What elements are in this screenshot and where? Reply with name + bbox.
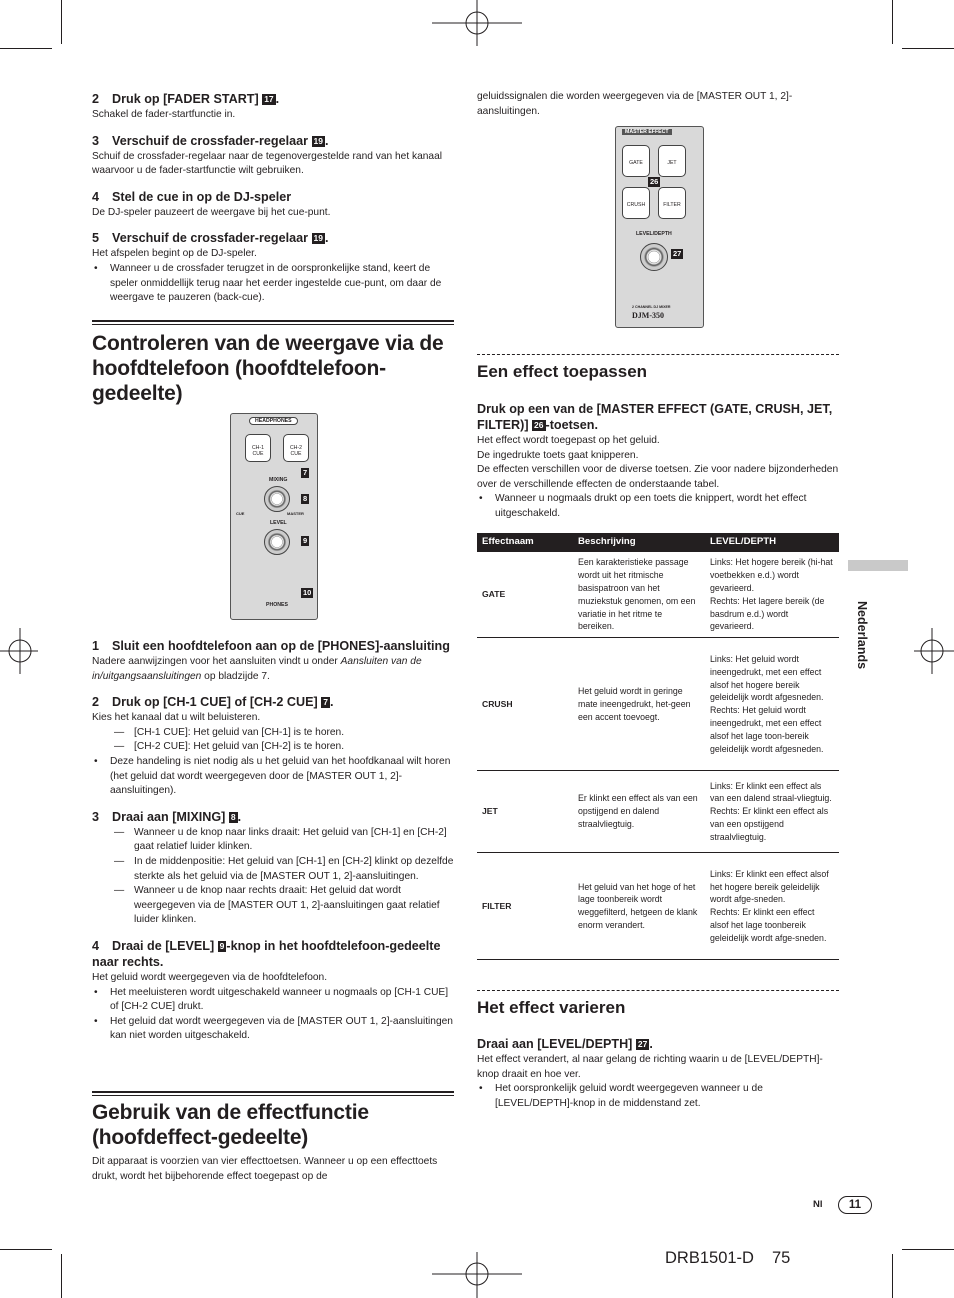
model-caption: 2 CHANNEL DJ MIXER xyxy=(632,305,671,309)
crop-mark xyxy=(892,1254,893,1298)
callout-badge: 8 xyxy=(303,494,308,503)
bullet-item: • Deze handeling is niet nodig als u het geluid van het hoofdkanaal wilt horen (het geluid dat wordt weergegeven door de [MASTER OUT 1, 2]-aansluitingen). xyxy=(92,755,454,799)
step-heading: 1 Sluit een hoofdtelefoon aan op de [PHONES]-aansluiting xyxy=(92,639,450,653)
doc-page: 75 xyxy=(772,1249,791,1267)
crop-mark xyxy=(902,48,954,49)
mixing-knob xyxy=(264,486,290,512)
bullet-item: • Wanneer u nogmaals drukt op een toets die knippert, wordt het effect uitgeschakeld. xyxy=(477,492,839,521)
step-heading: 5 Verschuif de crossfader-regelaar 19 . xyxy=(92,231,329,246)
table-row xyxy=(477,771,839,853)
apply-effect-title: Een effect toepassen xyxy=(477,362,648,381)
level-depth-label: LEVEL/DEPTH xyxy=(636,231,672,237)
step-heading: Draai aan [LEVEL/DEPTH] 27 . xyxy=(477,1037,653,1051)
effect-level-depth: Links: Er klinkt een effect alsof het hogere bereik geleidelijk wordt afge-sneden. Rechts: Er klinkt een effect alsof het lage toonbereik geleidelijk wordt afge-sneden. xyxy=(705,853,839,960)
callout-badge: 9 xyxy=(303,536,308,545)
model-name: DJM-350 xyxy=(632,311,664,320)
ch1-cue-button: CH-1 CUE xyxy=(245,434,271,462)
effect-description: Een karakteristieke passage wordt uit het ritmische basispatroon van het muziekstuk genomen, om een variatie in het ritme te bereiken. xyxy=(573,552,705,638)
step-heading: 2 Druk op [FADER START] 17 . xyxy=(92,92,280,106)
phones-label: PHONES xyxy=(266,602,288,608)
dash-item: — Wanneer u de knop naar links draait: Het geluid van [CH-1] en [CH-2] gaat relatief luider klinken. xyxy=(92,826,454,855)
callout-badge: 7 xyxy=(303,468,308,477)
step-heading: 3 Draai aan [MIXING] 8 . xyxy=(92,809,242,824)
jet-button: JET xyxy=(658,145,686,177)
step-heading: 2 Druk op [CH-1 CUE] of [CH-2 CUE] 7 . xyxy=(92,695,334,710)
section-body: Dit apparaat is voorzien van vier effecttoetsen. Wanneer u op een effecttoets drukt, wordt het bijbehorende effect toegepast op de xyxy=(92,1156,438,1182)
registration-mark-left xyxy=(0,626,40,676)
dotted-rule xyxy=(477,990,839,991)
step-body: Schakel de fader-startfunctie in. xyxy=(92,109,236,120)
column-header: Beschrijving xyxy=(573,533,705,552)
effects-table xyxy=(477,533,839,960)
callout-badge: 10 xyxy=(303,588,312,597)
step-body: Het effect verandert, al naar gelang de richting waarin u de [LEVEL/DEPTH]-knop draait en hoe ver. xyxy=(477,1054,823,1080)
registration-mark-bottom xyxy=(430,1252,526,1298)
level-label: LEVEL xyxy=(270,520,287,526)
table-header-row xyxy=(477,533,839,552)
bullet-item: • Wanneer u de crossfader terugzet in de oorspronkelijke stand, keert de speler onmiddellijk terug naar het eerder ingestelde cue-punt, om daar de weergave te pauzeren (back-cue). xyxy=(92,262,454,306)
vary-effect-section xyxy=(477,1036,839,1111)
step-body: De DJ-speler pauzeert de weergave bij het cue-punt. xyxy=(92,206,331,218)
effect-description: Het geluid van het hoge of het lage toonbereik wordt weggefilterd, hetgeen de klank enorm verandert. xyxy=(573,853,705,960)
effect-name: FILTER xyxy=(477,853,573,960)
step-body: Schuif de crossfader-regelaar naar de tegenovergestelde rand van het kanaal waarvoor u de fader-startfunctie wilt gebruiken. xyxy=(92,150,442,177)
footer-lang-code: Nl xyxy=(813,1199,823,1210)
step-body: Het effect wordt toegepast op het geluid. xyxy=(477,435,660,446)
ch2-cue-button: CH-2 CUE xyxy=(283,434,309,462)
bullet-item: • Het oorspronkelijk geluid wordt weergegeven wanneer u de [LEVEL/DEPTH]-knop in de middenstand zet. xyxy=(477,1082,839,1111)
crop-mark xyxy=(892,0,893,44)
headphones-panel-illustration xyxy=(230,413,318,620)
effect-level-depth: Links: Het geluid wordt ineengedrukt, met een effect alsof het hogere bereik geleidelijk wordt afgesneden. Rechts: Het geluid wordt ineengedrukt, met een effect alsof het lage toon-bereik geleidelijk wordt afgesneden. xyxy=(705,638,839,771)
language-label: Nederlands xyxy=(855,601,869,670)
effect-level-depth: Links: Er klinkt een effect als van een dalend straal-vliegtuig. Rechts: Er klinkt een effect als van een opstijgend straalvliegtuig. xyxy=(705,771,839,853)
callout-badge: 26 xyxy=(650,177,659,186)
table-row xyxy=(477,552,839,638)
mixing-label: MIXING xyxy=(269,477,288,483)
language-tab xyxy=(848,560,908,571)
left-column xyxy=(92,91,454,306)
step-heading: 3 Verschuif de crossfader-regelaar 19 . xyxy=(92,133,329,148)
registration-mark-top xyxy=(430,0,526,48)
dash-item: — [CH-1 CUE]: Het geluid van [CH-1] is te horen. xyxy=(92,726,454,741)
crop-mark xyxy=(61,0,62,44)
crush-button: CRUSH xyxy=(622,187,650,219)
section-rule xyxy=(92,320,454,325)
effect-level-depth: Links: Het hogere bereik (hi-hat voetbekken e.d.) wordt gevarieerd. Rechts: Het lagere bereik (de basdrum e.d.) wordt gevarieerd. xyxy=(705,552,839,638)
master-label: MASTER xyxy=(287,511,304,516)
table-row xyxy=(477,853,839,960)
dotted-rule xyxy=(477,354,839,355)
step-body: Nadere aanwijzingen voor het aansluiten vindt u onder Aansluiten van de in/uitgangsaansluitingen op bladzijde 7. xyxy=(92,656,422,682)
level-depth-knob xyxy=(640,243,668,271)
vary-effect-title: Het effect varieren xyxy=(477,998,626,1017)
language-tab-label xyxy=(852,601,872,674)
doc-code: DRB1501-D xyxy=(665,1249,754,1267)
step-heading: Druk op een van de [MASTER EFFECT (GATE, CRUSH, JET, FILTER)] 26 -toetsen. xyxy=(477,402,833,432)
step-body: De ingedrukte toets gaat knipperen. xyxy=(477,449,639,461)
step-body: Het afspelen begint op de DJ-speler. xyxy=(92,248,257,260)
bullet-item: • Het geluid dat wordt weergegeven via de [MASTER OUT 1, 2]-aansluitingen kan niet worden uitgeschakeld. xyxy=(92,1015,454,1044)
gate-button: GATE xyxy=(622,145,650,177)
panel-label: HEADPHONES xyxy=(249,417,298,425)
dash-item: — In de middenpositie: Het geluid van [CH-1] en [CH-2] klinkt op dezelfde sterkte als het geluid via de [MASTER OUT 1, 2]-aansluitingen. xyxy=(92,855,454,884)
panel-label: MASTER EFFECT xyxy=(622,129,672,135)
left-column-headphone-steps xyxy=(92,638,454,1044)
dash-item: — Wanneer u de knop naar rechts draait: Het geluid dat wordt weergegeven via de [MASTER OUT 1, 2]-aansluitingen gaat relatief luider klinken. xyxy=(92,884,454,928)
effect-name: GATE xyxy=(477,552,573,638)
cue-label: CUE xyxy=(236,511,245,516)
effect-name: JET xyxy=(477,771,573,853)
crop-mark xyxy=(0,48,52,49)
section-title-headphones: Controleren van de weergave via de hoofdtelefoon (hoofdtelefoon-gedeelte) xyxy=(92,332,444,405)
level-knob xyxy=(264,529,290,555)
footer-page-number: 11 xyxy=(838,1196,872,1214)
crop-mark xyxy=(902,1249,954,1250)
effect-description: Het geluid wordt in geringe mate ineengedrukt, het-geen een accent toevoegt. xyxy=(573,638,705,771)
bullet-item: • Het meeluisteren wordt uitgeschakeld wanneer u nogmaals op [CH-1 CUE] of [CH-2 CUE] drukt. xyxy=(92,986,454,1015)
filter-button: FILTER xyxy=(658,187,686,219)
step-heading: 4 Stel de cue in op de DJ-speler xyxy=(92,189,292,204)
dash-item: — [CH-2 CUE]: Het geluid van [CH-2] is te horen. xyxy=(92,740,454,755)
column-header: LEVEL/DEPTH xyxy=(705,533,839,552)
section-title-effects: Gebruik van de effectfunctie (hoofdeffect-gedeelte) xyxy=(92,1101,369,1149)
registration-mark-right xyxy=(910,626,954,676)
step-heading: 4 Draai de [LEVEL] 9 -knop in het hoofdtelefoon-gedeelte naar rechts. xyxy=(92,938,441,969)
effect-name: CRUSH xyxy=(477,638,573,771)
table-row xyxy=(477,638,839,771)
step-body: De effecten verschillen voor de diverse toetsen. Zie voor nadere bijzonderheden over de verschillende effecten de onderstaande tabel. xyxy=(477,464,839,490)
column-header: Effectnaam xyxy=(477,533,573,552)
step-body: Kies het kanaal dat u wilt beluisteren. xyxy=(92,712,261,724)
crop-mark xyxy=(61,1254,62,1298)
intro-text: geluidssignalen die worden weergegeven via de [MASTER OUT 1, 2]-aansluitingen. xyxy=(477,91,793,117)
crop-mark xyxy=(0,1249,52,1250)
callout-badge: 27 xyxy=(673,249,682,258)
master-effect-panel-illustration xyxy=(615,126,704,328)
step-body: Het geluid wordt weergegeven via de hoofdtelefoon. xyxy=(92,971,328,983)
section-rule xyxy=(92,1091,454,1096)
effect-description: Er klinkt een effect als van een opstijgend en dalend straalvliegtuig. xyxy=(573,771,705,853)
apply-effect-section xyxy=(477,401,839,522)
